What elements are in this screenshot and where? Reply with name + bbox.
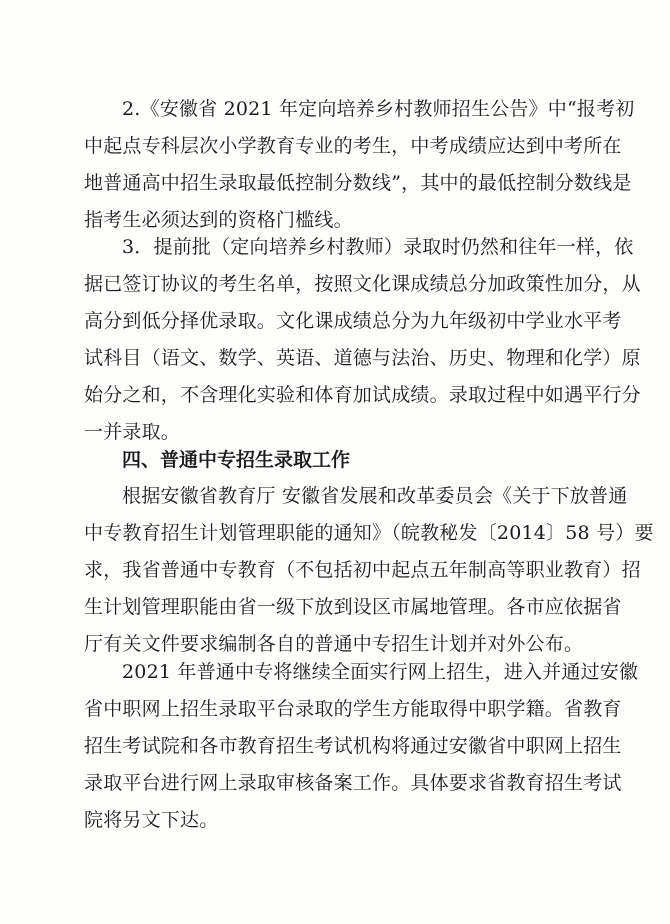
text-line: 3．提前批（定向培养乡村教师）录取时仍然和往年一样，依	[122, 236, 634, 258]
text-line: 高分到低分择优录取。文化课成绩总分为九年级初中学业水平考	[84, 310, 622, 332]
text-line: 2.《安徽省 2021 年定向培养乡村教师招生公告》中“报考初	[122, 98, 635, 120]
paragraph-section-4-b	[84, 654, 639, 839]
text-line: 据已签订协议的考生名单，按照文化课成绩总分加政策性加分，从	[84, 273, 641, 295]
text-line: 根据安徽省教育厅 安徽省发展和改革委员会《关于下放普通	[122, 485, 628, 507]
text-line: 2021 年普通中专将继续全面实行网上招生，进入并通过安徽	[122, 661, 639, 683]
text-line: 生计划管理职能由省一级下放到设区市属地管理。各市应依据省	[84, 596, 622, 618]
text-line: 地普通高中招生录取最低控制分数线”，其中的最低控制分数线是	[84, 172, 632, 194]
text-line: 中起点专科层次小学教育专业的考生，中考成绩应达到中考所在	[84, 135, 622, 157]
text-line: 始分之和，不含理化实验和体育加试成绩。录取过程中如遇平行分	[84, 384, 641, 406]
text-line: 中专教育招生计划管理职能的通知》（皖教秘发〔2014〕58 号）要	[84, 522, 654, 544]
paragraph-2	[84, 91, 635, 239]
text-line: 厅有关文件要求编制各自的普通中专招生计划并对外公布。	[84, 633, 584, 655]
text-line: 省中职网上招生录取平台录取的学生方能取得中职学籍。省教育	[84, 698, 622, 720]
text-line: 一并录取。	[84, 421, 181, 443]
text-line: 指考生必须达到的资格门槛线。	[84, 209, 353, 231]
text-line: 录取平台进行网上录取审核备案工作。具体要求省教育招生考试	[84, 772, 622, 794]
paragraph-section-4-a	[84, 478, 654, 663]
text-line: 招生考试院和各市教育招生考试机构将通过安徽省中职网上招生	[84, 735, 622, 757]
paragraph-3	[84, 229, 641, 451]
section-4-heading: 四、普通中专招生录取工作	[122, 449, 351, 471]
text-line: 试科目（语文、数学、英语、道德与法治、历史、物理和化学）原	[84, 347, 641, 369]
text-line: 求，我省普通中专教育（不包括初中起点五年制高等职业教育）招	[84, 559, 641, 581]
text-line: 院将另文下达。	[84, 809, 219, 831]
